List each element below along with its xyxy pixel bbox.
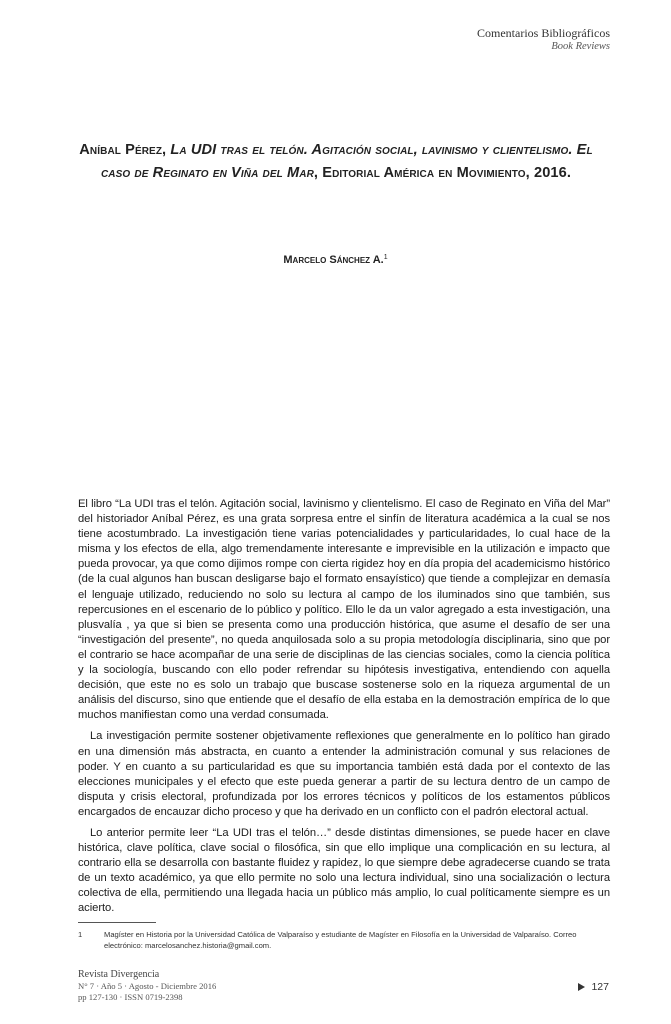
title-publisher: , Editorial América en Movimiento, 2016. bbox=[313, 165, 572, 181]
paragraph-2: La investigación permite sostener objetivamente reflexiones que generalmente en lo político han girado en una dimensión más abstracta, en cuanto a entender la administración comunal y sus relaciones de poder. Y en cuanto a su particularidad es que su importancia también está dada por el contexto de las elecciones municipales y el efecto que este pueda generar a partir de su lectura dentro de un campo de disputa y crisis electoral, profundizada por los errores técnicos y políticos de los estamentos públicos encargados de encauzar dicho proceso y que ha derivado en un conflicto con el padrón electoral actual. bbox=[78, 730, 610, 818]
footnote-divider bbox=[78, 922, 156, 923]
paragraph-3: Lo anterior permite leer “La UDI tras el telón…” desde distintas dimensiones, se puede hacer en clave histórica, clave política, clave social o filosófica, sin que ello implique una complicación en su lectura, al contrario ella se desarrolla con bastante fluidez y rapidez, lo que siempre debe agradecerse cuando se trata de un texto académico, ya que ello permite no solo una lectura individual, sino una socialización o lectura colectiva de ella, permitiendo una llegada hacia un público más amplio, lo cual políticamente siempre es un acierto. bbox=[78, 826, 610, 915]
journal-name: Revista Divergencia bbox=[78, 969, 160, 980]
journal-issue: N° 7 · Año 5 · Agosto - Diciembre 2016 bbox=[78, 981, 217, 991]
reviewer-name bbox=[0, 254, 671, 266]
triangle-right-icon bbox=[578, 983, 585, 991]
running-head-subtitle: Book Reviews bbox=[551, 41, 610, 52]
footnote-text: Magíster en Historia por la Universidad Católica de Valparaíso y estudiante de Magíster en Filosofía en la Universidad de Valparaíso. Correo electrónico: marcelosanchez.historia@gmail.com. bbox=[104, 930, 577, 950]
paragraph-1: El libro “La UDI tras el telón. Agitación social, lavinismo y clientelismo. El caso de Reginato en Viña del Mar” del historiador Aníbal Pérez, es una grata sorpresa entre el sinfín de literatura académica a la cual se nos tiene acostumbrado. La investigación tiene varias potencialidades y particularidades, lo cual hace de la misma y los efectos de ella, algo tremendamente interesante e imprevisible en la utilización e impacto que pueda provocar, ya que como dijimos rompe con cierta rigidez hoy en día propia del academicismo histórico (de la cual algunos han buscan desligarse bajo el formato ensayístico) que tiende a complejizar en demasía el lenguaje utilizado, reduciendo no solo su lectura al campo de los iluminados sino que también, sus repercusiones en el escenario de lo público y político. Ello le da un valor agregado a esta investigación, una plusvalía , ya que si bien se presenta como una producción histórica, que asume el desafío de ser una “investigación del presente”, no queda anquilosada solo a su propia metodología disciplinaria, sino que por el contrario se hace acompañar de una serie de disciplinas de las ciencias sociales, como la ciencia política y la sociología, buscando con ello poder refrendar su hipótesis investigativa, entendiendo con aquella decisión, que este no es solo un trabajo que buscase sostenerse solo en la riqueza argumental de un análisis del discurso, sino que entiende que el desafío de ella estaba en la demostración empírica de lo que muchos manifiestan como una verdad consumada. bbox=[78, 498, 610, 722]
footnote-ref[interactable]: 1 bbox=[383, 254, 388, 261]
running-head-title: Comentarios Bibliográficos bbox=[477, 26, 610, 40]
journal-pages: pp 127-130 · ISSN 0719-2398 bbox=[78, 992, 183, 1002]
article-title bbox=[70, 139, 602, 185]
title-author: Aníbal Pérez, bbox=[79, 142, 171, 158]
footnote-number: 1 bbox=[78, 930, 83, 939]
page-number: 127 bbox=[591, 981, 609, 993]
review-body bbox=[78, 497, 610, 923]
title-book: La UDI tras el telón. Agitación social, lavinismo y clientelismo. El caso de Reginato en Viña del Mar bbox=[100, 142, 593, 181]
running-head bbox=[477, 26, 610, 53]
reviewer-label: Marcelo Sánchez A. bbox=[283, 254, 384, 266]
footnote bbox=[78, 930, 610, 951]
journal-info bbox=[78, 969, 216, 1003]
page-number-block bbox=[578, 981, 609, 993]
